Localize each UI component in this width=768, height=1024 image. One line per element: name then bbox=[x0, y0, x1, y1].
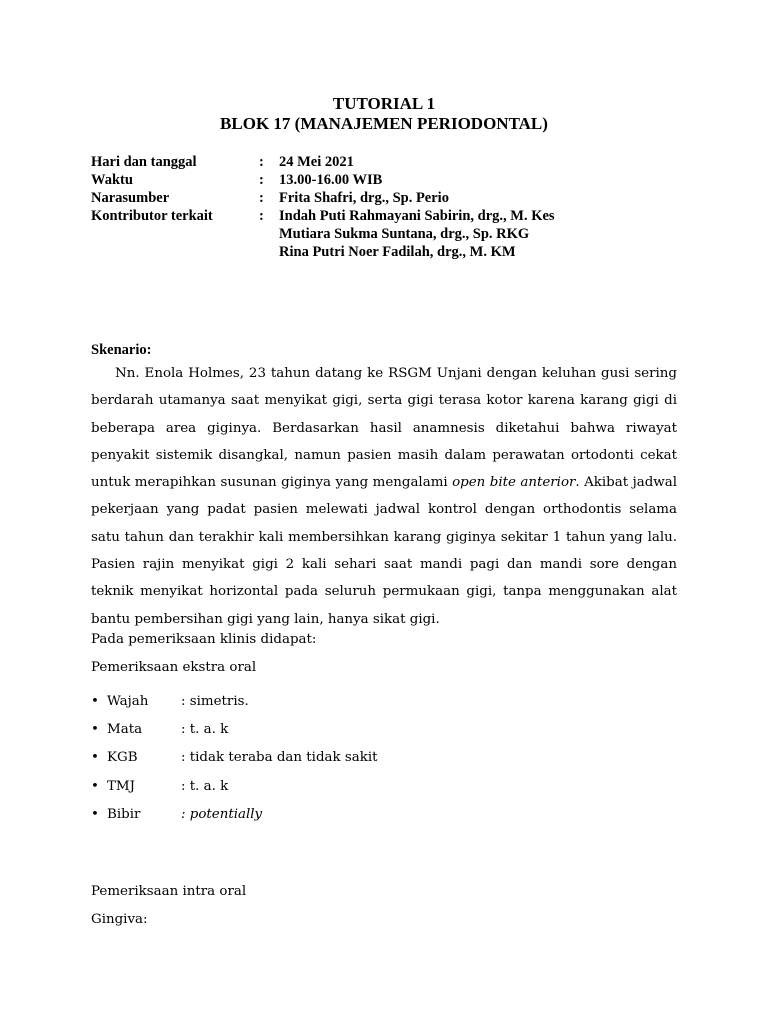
exam-name: TMJ bbox=[107, 778, 136, 794]
bullet: • bbox=[91, 693, 99, 709]
block-title: BLOK 17 (MANAJEMEN PERIODONTAL) bbox=[220, 114, 548, 133]
document-header bbox=[0, 94, 768, 134]
intra-oral-title: Pemeriksaan intra oral bbox=[91, 884, 247, 899]
meta-value: Indah Puti Rahmayani Sabirin, drg., M. Kes bbox=[279, 208, 555, 224]
meta-row-date bbox=[91, 153, 691, 171]
exam-value: : tidak teraba dan tidak sakit bbox=[181, 750, 378, 766]
list-item bbox=[91, 772, 378, 800]
exam-name: Bibir bbox=[107, 806, 141, 822]
list-item bbox=[91, 715, 378, 743]
meta-value: Rina Putri Noer Fadilah, drg., M. KM bbox=[279, 244, 516, 260]
exam-value: : simetris. bbox=[181, 693, 249, 709]
exam-name: KGB bbox=[107, 750, 138, 766]
meta-label: Narasumber bbox=[91, 190, 170, 206]
meta-label: Kontributor terkait bbox=[91, 208, 213, 224]
bullet: • bbox=[91, 750, 99, 766]
meta-row-time bbox=[91, 171, 691, 189]
meta-value: 13.00-16.00 WIB bbox=[279, 172, 383, 188]
list-item bbox=[91, 687, 378, 715]
meta-value: Frita Shafri, drg., Sp. Perio bbox=[279, 190, 449, 206]
extra-oral-list bbox=[91, 687, 378, 828]
bullet: • bbox=[91, 778, 99, 794]
meta-colon: : bbox=[259, 208, 264, 224]
gingiva-label: Gingiva: bbox=[91, 912, 148, 927]
scenario-paragraph bbox=[91, 360, 677, 633]
exam-value: : t. a. k bbox=[181, 721, 229, 737]
meta-row-speaker bbox=[91, 189, 691, 207]
exam-value: : t. a. k bbox=[181, 778, 229, 794]
meta-value: Mutiara Sukma Suntana, drg., Sp. RKG bbox=[279, 226, 530, 242]
session-info bbox=[91, 153, 691, 261]
exam-value: : potentially bbox=[181, 806, 263, 822]
meta-value: 24 Mei 2021 bbox=[279, 154, 354, 170]
meta-colon: : bbox=[259, 172, 264, 188]
exam-name: Mata bbox=[107, 721, 143, 737]
exam-name: Wajah bbox=[107, 693, 149, 709]
tutorial-title: TUTORIAL 1 bbox=[332, 94, 436, 113]
meta-label: Hari dan tanggal bbox=[91, 154, 197, 170]
list-item bbox=[91, 744, 378, 772]
extra-oral-title: Pemeriksaan ekstra oral bbox=[91, 660, 257, 675]
scenario-heading: Skenario: bbox=[91, 342, 152, 358]
meta-label: Waktu bbox=[91, 172, 133, 188]
scenario-text-part: Nn. Enola Holmes, 23 tahun datang ke RSGM Unjani dengan keluhan gusi sering berdarah utamanya saat menyikat gigi, serta gigi terasa kotor karena karang gigi di beberapa area giginya. Berdasarkan hasil anamnesis diketahui bahwa riwayat penyakit sistemik disangkal, namun pasien masih dalam perawatan ortodonti cekat untuk merapihkan susunan giginya yang mengalami bbox=[91, 366, 677, 491]
bullet: • bbox=[91, 721, 99, 737]
list-item bbox=[91, 800, 378, 828]
meta-colon: : bbox=[259, 190, 264, 206]
clinical-intro: Pada pemeriksaan klinis didapat: bbox=[91, 632, 317, 647]
bullet: • bbox=[91, 806, 99, 822]
scenario-text-part: . Akibat jadwal pekerjaan yang padat pasien melewati jadwal kontrol dengan orthodontis selama satu tahun dan terakhir kali membersihkan karang giginya sekitar 1 tahun yang lalu. Pasien rajin menyikat gigi 2 kali sehari saat mandi pagi dan mandi sore dengan teknik menyikat horizontal pada seluruh permukaan gigi, tanpa menggunakan alat bantu pembersihan gigi yang lain, hanya sikat gigi. bbox=[91, 475, 677, 627]
scenario-italic-term: open bite anterior bbox=[452, 475, 576, 491]
meta-row-contributors bbox=[91, 207, 691, 261]
meta-colon: : bbox=[259, 154, 264, 170]
